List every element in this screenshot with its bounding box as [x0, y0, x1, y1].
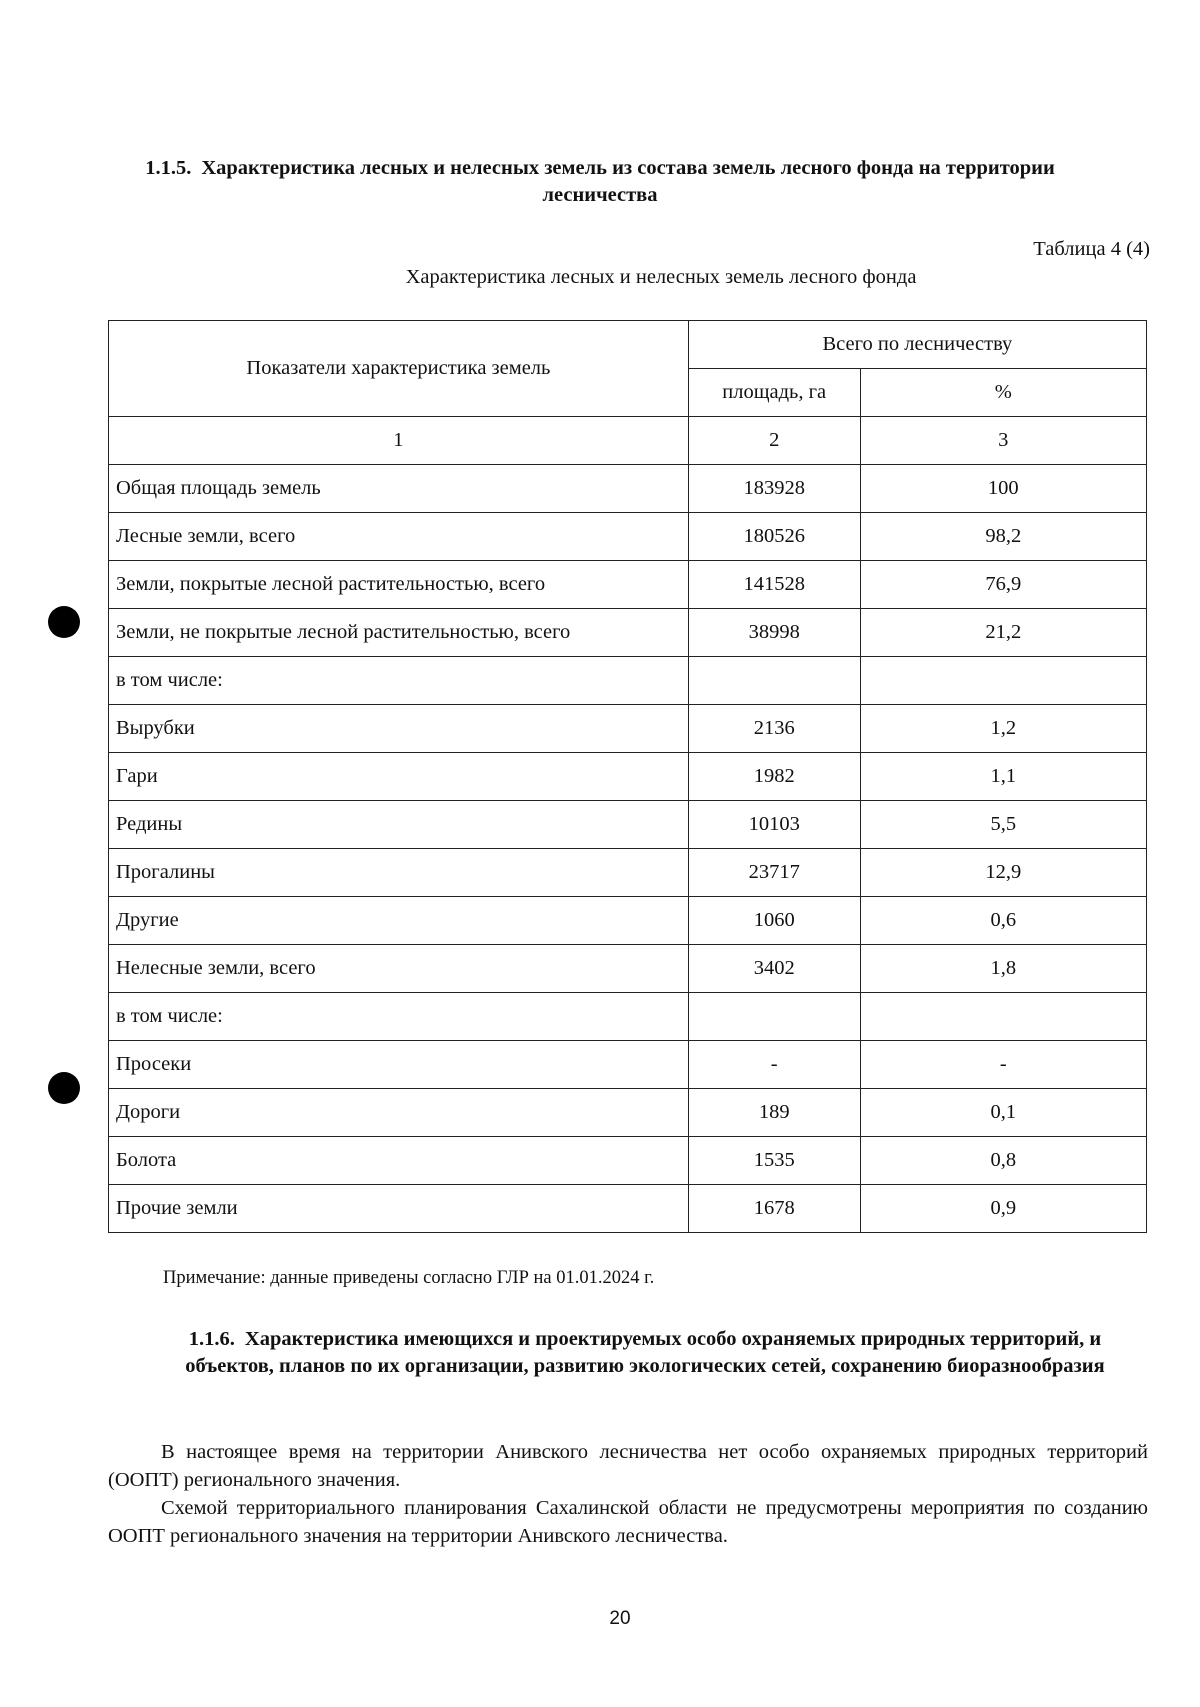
row-area — [688, 993, 860, 1041]
row-percent: 21,2 — [860, 609, 1146, 657]
row-percent: 76,9 — [860, 561, 1146, 609]
header-area: площадь, га — [688, 369, 860, 417]
table-row — [109, 1089, 1147, 1137]
table-row — [109, 657, 1147, 705]
table-row — [109, 513, 1147, 561]
row-label: Земли, не покрытые лесной растительностью, всего — [109, 609, 689, 657]
row-area: 1982 — [688, 753, 860, 801]
table-row — [109, 465, 1147, 513]
table-row — [109, 561, 1147, 609]
paragraph-text: Схемой территориального планирования Сахалинской области не предусмотрены мероприятия по созданию ООПТ регионального значения на территории Анивского лесничества. — [108, 1497, 1148, 1547]
column-number-2: 2 — [688, 417, 860, 465]
row-label: в том числе: — [109, 657, 689, 705]
table-row — [109, 945, 1147, 993]
table-row — [109, 1185, 1147, 1233]
row-area: 1060 — [688, 897, 860, 945]
section-title: Характеристика лесных и нелесных земель из состава земель лесного фонда на территории лесничества — [201, 157, 1055, 206]
punch-hole-lower — [48, 1072, 80, 1104]
table-row — [109, 753, 1147, 801]
table-row — [109, 609, 1147, 657]
column-number-row — [109, 417, 1147, 465]
row-label: Нелесные земли, всего — [109, 945, 689, 993]
row-area: 141528 — [688, 561, 860, 609]
row-percent: 1,1 — [860, 753, 1146, 801]
row-percent: - — [860, 1041, 1146, 1089]
row-label: Другие — [109, 897, 689, 945]
table-row — [109, 897, 1147, 945]
row-label: Вырубки — [109, 705, 689, 753]
section-heading-1-1-5 — [120, 155, 1080, 209]
page-number: 20 — [609, 1608, 631, 1629]
paragraph-2 — [108, 1494, 1148, 1550]
table-row — [109, 849, 1147, 897]
table-caption: Характеристика лесных и нелесных земель лесного фонда — [405, 266, 917, 288]
row-area: 1535 — [688, 1137, 860, 1185]
table-number-label: Таблица 4 (4) — [1033, 238, 1150, 260]
row-percent: 100 — [860, 465, 1146, 513]
row-area: 183928 — [688, 465, 860, 513]
row-area: 3402 — [688, 945, 860, 993]
row-label: Прочие земли — [109, 1185, 689, 1233]
row-label: Просеки — [109, 1041, 689, 1089]
row-label: Прогалины — [109, 849, 689, 897]
row-percent — [860, 657, 1146, 705]
section-heading-1-1-6 — [150, 1326, 1140, 1380]
land-characteristics-table — [108, 320, 1147, 1233]
row-percent: 0,1 — [860, 1089, 1146, 1137]
table-row — [109, 1041, 1147, 1089]
header-percent: % — [860, 369, 1146, 417]
header-total: Всего по лесничеству — [688, 321, 1146, 369]
row-area: 189 — [688, 1089, 860, 1137]
section-title: Характеристика имеющихся и проектируемых особо охраняемых природных территорий, и объектов, планов по их организации, развитию экологических сетей, сохранению биоразнообразия — [185, 1328, 1105, 1377]
row-area: 38998 — [688, 609, 860, 657]
row-area: 2136 — [688, 705, 860, 753]
column-number-3: 3 — [860, 417, 1146, 465]
row-area — [688, 657, 860, 705]
section-number: 1.1.5. — [145, 157, 192, 179]
row-percent: 12,9 — [860, 849, 1146, 897]
row-percent: 1,2 — [860, 705, 1146, 753]
row-label: Болота — [109, 1137, 689, 1185]
row-percent — [860, 993, 1146, 1041]
row-percent: 0,9 — [860, 1185, 1146, 1233]
row-percent: 1,8 — [860, 945, 1146, 993]
row-label: Редины — [109, 801, 689, 849]
row-percent: 0,8 — [860, 1137, 1146, 1185]
punch-hole-upper — [48, 606, 80, 638]
row-area: 23717 — [688, 849, 860, 897]
row-area: - — [688, 1041, 860, 1089]
header-indicator: Показатели характеристика земель — [109, 321, 689, 417]
table-row — [109, 705, 1147, 753]
row-area: 1678 — [688, 1185, 860, 1233]
row-label: Общая площадь земель — [109, 465, 689, 513]
section-number: 1.1.6. — [188, 1328, 235, 1350]
row-percent: 5,5 — [860, 801, 1146, 849]
paragraph-text: В настоящее время на территории Анивского лесничества нет особо охраняемых природных территорий (ООПТ) регионального значения. — [108, 1441, 1148, 1491]
row-area: 10103 — [688, 801, 860, 849]
table-row — [109, 1137, 1147, 1185]
paragraph-1 — [108, 1438, 1148, 1494]
row-label: Гари — [109, 753, 689, 801]
table-row — [109, 993, 1147, 1041]
table-row — [109, 801, 1147, 849]
row-label: Земли, покрытые лесной растительностью, всего — [109, 561, 689, 609]
column-number-1: 1 — [109, 417, 689, 465]
row-label: Дороги — [109, 1089, 689, 1137]
table-header-row — [109, 321, 1147, 369]
row-area: 180526 — [688, 513, 860, 561]
row-label: Лесные земли, всего — [109, 513, 689, 561]
table-note: Примечание: данные приведены согласно ГЛР на 01.01.2024 г. — [163, 1268, 655, 1288]
row-percent: 0,6 — [860, 897, 1146, 945]
row-percent: 98,2 — [860, 513, 1146, 561]
row-label: в том числе: — [109, 993, 689, 1041]
